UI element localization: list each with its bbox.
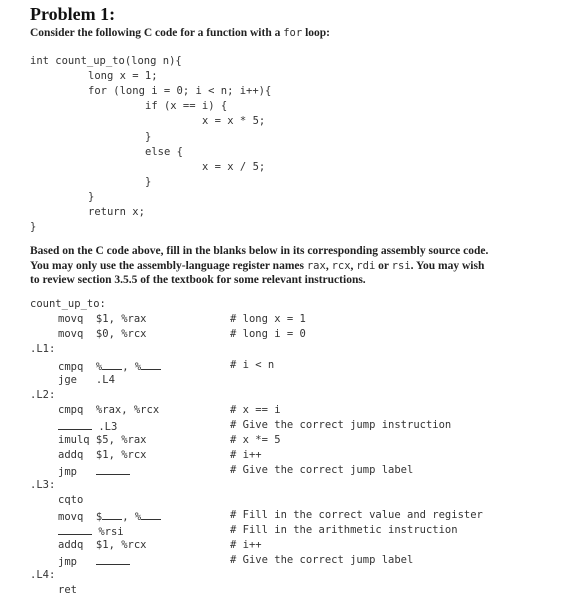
instructions-line: to review section 3.5.5 of the textbook for some relevant instructions. <box>30 274 366 286</box>
asm-comment: # x == i <box>230 404 281 416</box>
asm-line: movq $1, %rax <box>58 313 147 325</box>
asm-line: ret <box>58 584 77 596</box>
fill-blank[interactable] <box>102 359 122 370</box>
fill-blank[interactable] <box>96 464 130 475</box>
c-code-line: } <box>145 176 152 188</box>
asm-label: .L2: <box>30 389 56 401</box>
fill-blank[interactable] <box>96 554 130 565</box>
problem-intro: Consider the following C code for a function with a for loop: <box>30 27 330 39</box>
c-code-line: long x = 1; <box>88 70 158 82</box>
c-code-line: x = x / 5; <box>202 161 266 173</box>
instructions-line: You may only use the assembly-language register names rax, rcx, rdi or rsi. You may wish <box>30 260 485 272</box>
fill-blank[interactable] <box>141 509 161 520</box>
fill-blank[interactable] <box>141 359 161 370</box>
asm-line: imulq $5, %rax <box>58 434 147 446</box>
asm-comment: # Fill in the correct value and register <box>230 509 483 521</box>
fill-blank[interactable] <box>102 509 122 520</box>
problem-title: Problem 1: <box>30 4 116 24</box>
asm-line: cmpq % , % <box>58 359 161 374</box>
asm-line: movq $ , % <box>58 509 161 524</box>
asm-comment: # Give the correct jump label <box>230 554 414 566</box>
asm-line: %rsi <box>58 524 124 539</box>
asm-label: .L1: <box>30 343 56 355</box>
asm-line: addq $1, %rcx <box>58 539 147 551</box>
fill-blank[interactable] <box>58 524 92 535</box>
asm-line: .L3 <box>58 419 117 434</box>
c-code-line: } <box>30 221 37 233</box>
asm-line: addq $1, %rcx <box>58 449 147 461</box>
c-code-line: if (x == i) { <box>145 100 228 112</box>
asm-line: cmpq %rax, %rcx <box>58 404 160 416</box>
asm-line: jmp <box>58 554 130 569</box>
asm-comment: # i++ <box>230 449 262 461</box>
c-code-line: for (long i = 0; i < n; i++){ <box>88 85 272 97</box>
c-code-line: } <box>88 191 95 203</box>
c-code-line: int count_up_to(long n){ <box>30 55 182 67</box>
asm-comment: # i++ <box>230 539 262 551</box>
asm-comment: # long i = 0 <box>230 328 306 340</box>
c-code-line: return x; <box>88 206 145 218</box>
asm-comment: # long x = 1 <box>230 313 306 325</box>
fill-blank[interactable] <box>58 419 92 430</box>
instructions-line: Based on the C code above, fill in the blanks below in its corresponding assembly source code. <box>30 245 489 257</box>
asm-line: movq $0, %rcx <box>58 328 147 340</box>
asm-comment: # Give the correct jump instruction <box>230 419 452 431</box>
asm-line: jge .L4 <box>58 374 115 386</box>
asm-label: .L3: <box>30 479 56 491</box>
asm-line: cqto <box>58 494 84 506</box>
c-code-line: x = x * 5; <box>202 115 266 127</box>
asm-comment: # i < n <box>230 359 275 371</box>
c-code-line: } <box>145 131 152 143</box>
asm-comment: # Give the correct jump label <box>230 464 414 476</box>
asm-label: count_up_to: <box>30 298 106 310</box>
asm-label: .L4: <box>30 569 56 581</box>
c-code-line: else { <box>145 146 183 158</box>
asm-line: jmp <box>58 464 130 479</box>
asm-comment: # Fill in the arithmetic instruction <box>230 524 458 536</box>
asm-comment: # x *= 5 <box>230 434 281 446</box>
